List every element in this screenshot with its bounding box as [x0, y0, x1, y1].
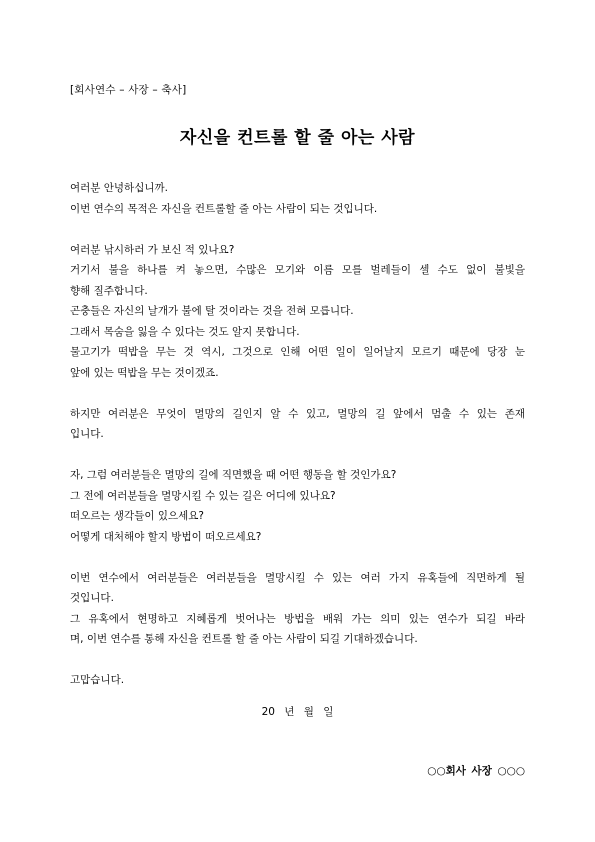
- text-line: 여러분 낚시하러 가 보신 적 있나요?: [70, 243, 235, 256]
- text-line: 곤충들은 자신의 날개가 불에 탈 것이라는 것을 전혀 모릅니다.: [70, 305, 354, 317]
- text-line: 그 전에 여러분들을 멸망시킬 수 있는 길은 어디에 있나요?: [70, 489, 336, 502]
- text-line: 향해 질주합니다.: [70, 284, 148, 297]
- text-line: 떠오르는 생각들이 있으세요?: [70, 510, 204, 522]
- document-title: 자신을 컨트롤 할 줄 아는 사람: [179, 128, 416, 148]
- text-line: 앞에 있는 떡밥을 무는 것이겠죠.: [70, 366, 219, 379]
- text-line: 이번 연수의 목적은 자신을 컨트롤할 줄 아는 사람이 되는 것입니다.: [70, 202, 378, 215]
- paragraph-fishing: [70, 240, 525, 384]
- text-line: 물고기가 떡밥을 무는 것 역시, 그것으로 인해 어떤 일이 일어날지 모르기 때문에 당장 눈: [70, 346, 525, 358]
- paragraph-greeting: [70, 178, 525, 219]
- paragraph-questions: [70, 465, 525, 547]
- document-date: 20 년 월 일: [261, 706, 334, 718]
- signature: ○○회사 사장 ○○○: [427, 765, 525, 777]
- text-line: 며, 이번 연수를 통해 자신을 컨트롤 할 줄 아는 사람이 되길 기대하겠습니다.: [70, 633, 418, 645]
- text-line: 것입니다.: [70, 592, 114, 604]
- paragraph-training: [70, 568, 525, 650]
- closing-remark: 고맙습니다.: [70, 674, 125, 686]
- paragraph-however: [70, 404, 525, 445]
- text-line: 입니다.: [70, 428, 104, 440]
- text-line: 여러분 안녕하십니까.: [70, 182, 168, 194]
- text-line: 자, 그럼 여러분들은 멸망의 길에 직면했을 때 어떤 행동을 할 것인가요?: [70, 469, 397, 481]
- text-line: 그 유혹에서 현명하고 지혜롭게 벗어나는 방법을 배워 가는 의미 있는 연수가 되길 바라: [70, 612, 525, 625]
- document-category: [회사연수 – 사장 – 축사]: [70, 84, 187, 96]
- document-body: [70, 178, 525, 711]
- text-line: 그래서 목숨을 잃을 수 있다는 것도 알지 못합니다.: [70, 325, 300, 338]
- text-line: 어떻게 대처해야 할지 방법이 떠오르세요?: [70, 530, 262, 543]
- text-line: 거기서 불을 하나를 켜 놓으면, 수많은 모기와 이름 모를 벌레들이 셀 수도 없이 불빛을: [70, 264, 525, 276]
- text-line: 하지만 여러분은 무엇이 멸망의 길인지 알 수 있고, 멸망의 길 앞에서 멈출 수 있는 존재: [70, 407, 525, 420]
- text-line: 이번 연수에서 여러분들은 여러분들을 멸망시킬 수 있는 여러 가지 유혹들에 직면하게 될: [70, 571, 525, 584]
